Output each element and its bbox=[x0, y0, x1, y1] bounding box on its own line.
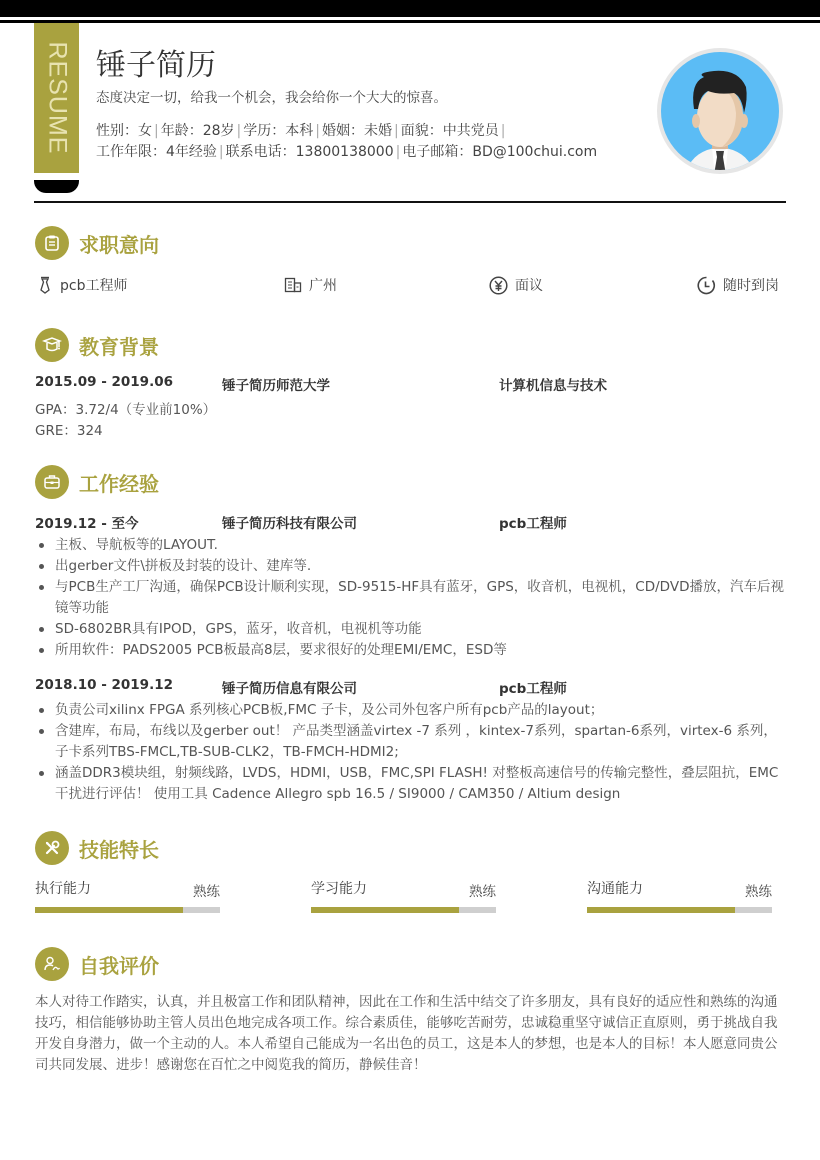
clipboard-icon bbox=[35, 226, 69, 260]
top-thin-rule bbox=[0, 20, 820, 23]
skill-name: 学习能力 bbox=[311, 881, 367, 897]
graduation-cap-icon bbox=[35, 328, 69, 362]
list-item: SD-6802BR具有IPOD，GPS，蓝牙，收音机，电视机等功能 bbox=[35, 619, 785, 640]
info-email[interactable]: 电子邮箱：BD@100chui.com bbox=[402, 144, 598, 160]
person-sign-icon bbox=[35, 947, 69, 981]
list-item: 主板、导航板等的LAYOUT. bbox=[35, 535, 785, 556]
work-date: 2019.12 - 至今 bbox=[35, 516, 139, 532]
skill-bar-fill bbox=[35, 907, 183, 913]
intent-city: 广州 bbox=[284, 275, 337, 295]
info-phone: 联系电话：13800138000 bbox=[225, 144, 394, 160]
skill-level: 熟练 bbox=[193, 884, 220, 900]
intent-availability: 随时到岗 bbox=[697, 275, 779, 295]
work-duties-list bbox=[35, 535, 785, 661]
edu-gpa: GPA：3.72/4（专业前10%） bbox=[35, 402, 217, 418]
motto: 态度决定一切，给我一个机会，我会给你一个大大的惊喜。 bbox=[96, 90, 447, 106]
resume-vertical-tag bbox=[34, 23, 79, 173]
work-entry-header bbox=[35, 677, 785, 695]
skill-bar bbox=[35, 907, 220, 913]
skill-level: 熟练 bbox=[469, 884, 496, 900]
skill-name: 执行能力 bbox=[35, 881, 91, 897]
skill-item bbox=[311, 878, 496, 918]
list-item: 与PCB生产工厂沟通，确保PCB设计顺利实现，SD-9515-HF具有蓝牙，GPS，收音机，电视机，CD/DVD播放，汽车后视镜等功能 bbox=[35, 577, 785, 619]
edu-gre: GRE：324 bbox=[35, 423, 103, 439]
top-black-bar bbox=[0, 0, 820, 17]
resume-tag-label: RESUME bbox=[43, 41, 71, 155]
edu-school: 锤子简历师范大学 bbox=[222, 378, 330, 394]
list-item: 所用软件：PADS2005 PCB板最高8层，要求很好的处理EMI/EMC，ESD等 bbox=[35, 640, 785, 661]
self-evaluation-text: 本人对待工作踏实，认真，并且极富工作和团队精神，因此在工作和生活中结交了许多朋友，具有良好的适应性和熟练的沟通技巧，相信能够协助主管人员出色地完成各项工作。综合素质佳，能够吃苦耐劳，忠诚稳重坚守诚信正直原则，勇于挑战自我开发自身潜力，做一个主动的人。本人希望自己能成为一名出色的员工，这是本人的梦想，也是本人的目标！本人愿意同贵公司共同发展、进步！感谢您在百忙之中阅览我的简历，静候佳音！ bbox=[35, 994, 778, 1073]
basic-info-line-2: 工作年限：4年经验 | 联系电话：13800138000 | 电子邮箱：BD@100chui.com bbox=[96, 144, 598, 160]
list-item: 涵盖DDR3模块组，射频线路，LVDS，HDMI，USB，FMC,SPI FLASH! 对整板高速信号的传输完整性，叠层阻抗，EMC干扰进行评估！ 使用工具 Cadence Allegro spb 16.5 / SI9000 / CAM350 / Altium design bbox=[35, 763, 785, 805]
info-political: 面貌：中共党员 bbox=[400, 123, 499, 139]
section-title: 教育背景 bbox=[79, 334, 159, 359]
info-experience: 工作年限：4年经验 bbox=[96, 144, 217, 160]
skill-bar-fill bbox=[587, 907, 735, 913]
section-title: 工作经验 bbox=[79, 471, 159, 496]
section-title: 求职意向 bbox=[79, 232, 159, 257]
info-age: 年龄：28岁 bbox=[160, 123, 235, 139]
tie-icon bbox=[37, 276, 53, 294]
section-header-evaluation bbox=[35, 947, 159, 981]
info-gender: 性别：女 bbox=[96, 123, 152, 139]
edu-major: 计算机信息与技术 bbox=[499, 378, 607, 394]
male-avatar-icon bbox=[656, 47, 784, 175]
info-education: 学历：本科 bbox=[243, 123, 314, 139]
list-item: 出gerber文件\拼板及封装的设计、建库等. bbox=[35, 556, 785, 577]
section-header-intent bbox=[35, 226, 159, 260]
briefcase-icon bbox=[35, 465, 69, 499]
section-header-education bbox=[35, 328, 159, 362]
skill-name: 沟通能力 bbox=[587, 881, 643, 897]
work-company: 锤子简历科技有限公司 bbox=[222, 516, 357, 532]
work-duties-list bbox=[35, 700, 785, 805]
building-icon bbox=[284, 277, 302, 293]
tools-icon bbox=[35, 831, 69, 865]
section-title: 自我评价 bbox=[79, 953, 159, 978]
skill-level: 熟练 bbox=[745, 884, 772, 900]
intent-position: pcb工程师 bbox=[37, 275, 127, 295]
work-role: pcb工程师 bbox=[499, 516, 567, 532]
basic-info-line-1: 性别：女 | 年龄：28岁 | 学历：本科 | 婚姻：未婚 | 面貌：中共党员 | bbox=[96, 123, 506, 139]
edu-date: 2015.09 - 2019.06 bbox=[35, 374, 173, 390]
education-entry-header bbox=[35, 374, 785, 392]
work-entry-header bbox=[35, 512, 785, 530]
list-item: 负责公司xilinx FPGA 系列核心PCB板,FMC 子卡，及公司外包客户所有pcb产品的layout； bbox=[35, 700, 785, 721]
section-header-skills bbox=[35, 831, 159, 865]
skill-item bbox=[35, 878, 220, 918]
list-item: 含建库，布局，布线以及gerber out！ 产品类型涵盖virtex -7 系列 ，kintex-7系列，spartan-6系列，virtex-6 系列，子卡系列TBS-FMCL,TB-SUB-CLK2，TB-FMCH-HDMI2; bbox=[35, 721, 785, 763]
section-title: 技能特长 bbox=[79, 837, 159, 862]
work-company: 锤子简历信息有限公司 bbox=[222, 681, 357, 697]
work-role: pcb工程师 bbox=[499, 681, 567, 697]
work-date: 2018.10 - 2019.12 bbox=[35, 677, 173, 693]
job-intent-row bbox=[0, 275, 820, 297]
skill-item bbox=[587, 878, 772, 918]
header-divider bbox=[34, 201, 786, 203]
section-header-work bbox=[35, 465, 159, 499]
candidate-name: 锤子简历 bbox=[96, 48, 216, 83]
info-marital: 婚姻：未婚 bbox=[321, 123, 392, 139]
resume-tag-cap bbox=[34, 180, 79, 193]
intent-salary: 面议 bbox=[489, 275, 543, 295]
skill-bar-fill bbox=[311, 907, 459, 913]
yen-icon bbox=[489, 276, 508, 295]
skill-bar bbox=[311, 907, 496, 913]
skill-bar bbox=[587, 907, 772, 913]
clock-icon bbox=[697, 276, 716, 295]
